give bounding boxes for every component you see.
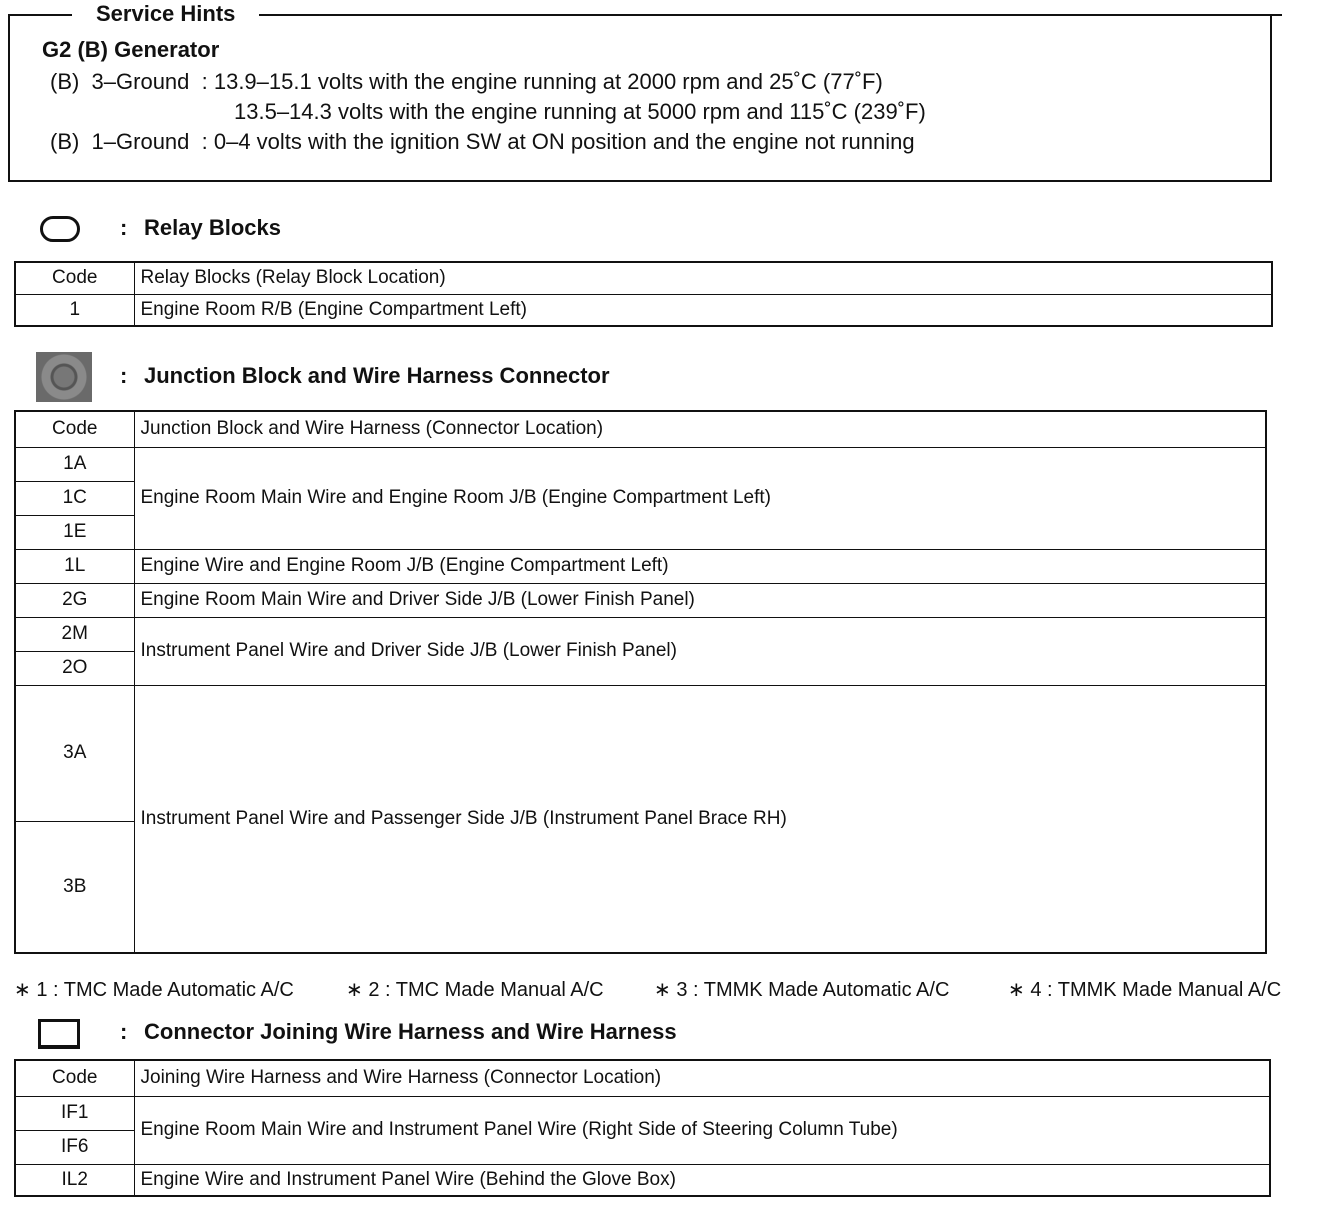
- code-cell: IL2: [15, 1164, 134, 1196]
- section-colon: :: [120, 363, 128, 388]
- desc-cell: Engine Wire and Instrument Panel Wire (Behind the Glove Box): [134, 1164, 1270, 1196]
- desc-cell: Engine Room Main Wire and Instrument Panel Wire (Right Side of Steering Column Tube): [134, 1096, 1270, 1164]
- code-cell: 1E: [15, 515, 134, 549]
- footnote: ∗ 1 : TMC Made Automatic A/C: [14, 979, 294, 1001]
- table-header-row: [15, 1060, 1270, 1096]
- section-colon: :: [120, 1019, 128, 1044]
- desc-cell: Engine Room R/B (Engine Compartment Left): [134, 294, 1272, 326]
- code-cell: 2G: [15, 583, 134, 617]
- footnote: ∗ 3 : TMMK Made Automatic A/C: [654, 979, 950, 1001]
- code-cell: 1L: [15, 549, 134, 583]
- table-header-row: [15, 411, 1266, 447]
- service-hints-title: Service Hints: [72, 1, 259, 27]
- desc-cell: Engine Room Main Wire and Driver Side J/B (Lower Finish Panel): [134, 583, 1266, 617]
- footnotes: [14, 976, 1314, 1004]
- table-row: [15, 294, 1272, 326]
- connector-icon: [38, 1019, 80, 1049]
- table-row: [15, 549, 1266, 583]
- component-heading: G2 (B) Generator: [42, 37, 220, 62]
- relay-block-icon: [40, 216, 80, 242]
- table-row: [15, 1096, 1270, 1130]
- desc-header: Junction Block and Wire Harness (Connector Location): [134, 411, 1266, 447]
- code-cell: 2O: [15, 651, 134, 685]
- code-cell: 1C: [15, 481, 134, 515]
- hints-box-notch: [1270, 14, 1282, 16]
- connector-table: [14, 1059, 1271, 1197]
- code-header: Code: [15, 262, 134, 294]
- hint-line: (B) 3–Ground : 13.9–15.1 volts with the engine running at 2000 rpm and 25˚C (77˚F): [50, 69, 883, 94]
- hint-line: 13.5–14.3 volts with the engine running at 5000 rpm and 115˚C (239˚F): [234, 99, 926, 124]
- junction-block-table: [14, 410, 1267, 954]
- code-cell: IF1: [15, 1096, 134, 1130]
- relay-blocks-title: Relay Blocks: [144, 215, 281, 240]
- table-row: [15, 447, 1266, 481]
- footnote: ∗ 2 : TMC Made Manual A/C: [346, 979, 604, 1001]
- connector-joining-title: Connector Joining Wire Harness and Wire Harness: [144, 1019, 677, 1044]
- code-cell: 3B: [15, 821, 134, 953]
- code-cell: 3A: [15, 685, 134, 821]
- table-row: [15, 583, 1266, 617]
- desc-cell: Engine Wire and Engine Room J/B (Engine Compartment Left): [134, 549, 1266, 583]
- relay-blocks-table: [14, 261, 1273, 327]
- table-header-row: [15, 262, 1272, 294]
- code-cell: 1A: [15, 447, 134, 481]
- desc-cell: Engine Room Main Wire and Engine Room J/B (Engine Compartment Left): [134, 447, 1266, 549]
- code-header: Code: [15, 1060, 134, 1096]
- section-colon: :: [120, 215, 128, 240]
- code-cell: IF6: [15, 1130, 134, 1164]
- desc-header: Joining Wire Harness and Wire Harness (Connector Location): [134, 1060, 1270, 1096]
- table-row: [15, 617, 1266, 651]
- junction-block-icon: [36, 352, 92, 402]
- table-row: [15, 1164, 1270, 1196]
- desc-cell: Instrument Panel Wire and Passenger Side J/B (Instrument Panel Brace RH): [134, 685, 1266, 953]
- code-cell: 2M: [15, 617, 134, 651]
- hint-line: (B) 1–Ground : 0–4 volts with the ignition SW at ON position and the engine not running: [50, 129, 915, 154]
- desc-header: Relay Blocks (Relay Block Location): [134, 262, 1272, 294]
- code-cell: 1: [15, 294, 134, 326]
- code-header: Code: [15, 411, 134, 447]
- junction-block-title: Junction Block and Wire Harness Connector: [144, 363, 610, 388]
- desc-cell: Instrument Panel Wire and Driver Side J/B (Lower Finish Panel): [134, 617, 1266, 685]
- table-row: [15, 685, 1266, 821]
- footnote: ∗ 4 : TMMK Made Manual A/C: [1008, 979, 1282, 1001]
